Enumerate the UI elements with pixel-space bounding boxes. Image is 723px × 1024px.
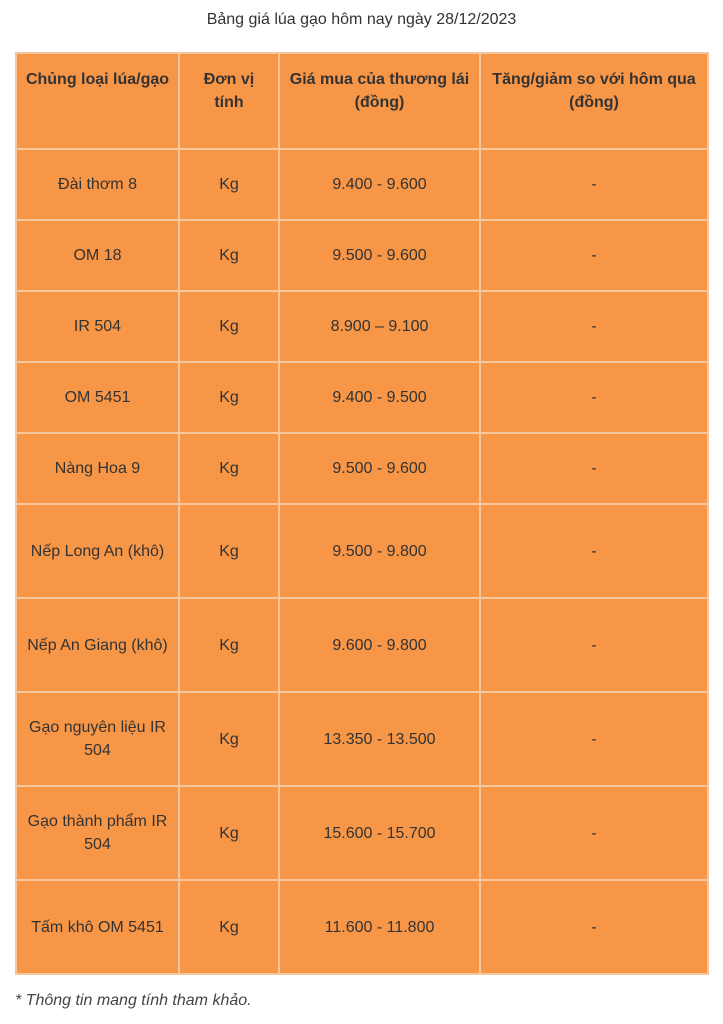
table-row bbox=[16, 598, 708, 692]
cell-variety: OM 5451 bbox=[16, 362, 179, 433]
header-variety: Chủng loại lúa/gạo bbox=[16, 53, 179, 149]
table-row bbox=[16, 786, 708, 880]
cell-price: 11.600 - 11.800 bbox=[279, 880, 480, 974]
header-trader-price: Giá mua của thương lái (đồng) bbox=[279, 53, 480, 149]
cell-variety: OM 18 bbox=[16, 220, 179, 291]
cell-price: 9.500 - 9.600 bbox=[279, 220, 480, 291]
cell-unit: Kg bbox=[179, 786, 279, 880]
table-caption: Bảng giá lúa gạo hôm nay ngày 28/12/2023 bbox=[206, 11, 517, 28]
cell-variety: Nếp An Giang (khô) bbox=[16, 598, 179, 692]
table-row bbox=[16, 880, 708, 974]
table-header-row bbox=[16, 53, 708, 149]
table-row bbox=[16, 220, 708, 291]
cell-unit: Kg bbox=[179, 598, 279, 692]
cell-change: - bbox=[480, 598, 708, 692]
cell-change: - bbox=[480, 880, 708, 974]
cell-change: - bbox=[480, 149, 708, 220]
header-change: Tăng/giảm so với hôm qua (đồng) bbox=[480, 53, 708, 149]
cell-variety: Gạo nguyên liệu IR 504 bbox=[16, 692, 179, 786]
cell-price: 15.600 - 15.700 bbox=[279, 786, 480, 880]
cell-variety: Tấm khô OM 5451 bbox=[16, 880, 179, 974]
cell-price: 9.400 - 9.600 bbox=[279, 149, 480, 220]
table-row bbox=[16, 433, 708, 504]
cell-price: 9.500 - 9.600 bbox=[279, 433, 480, 504]
table-row bbox=[16, 504, 708, 598]
header-unit: Đơn vị tính bbox=[179, 53, 279, 149]
cell-variety: Gạo thành phẩm IR 504 bbox=[16, 786, 179, 880]
table-row bbox=[16, 291, 708, 362]
cell-unit: Kg bbox=[179, 362, 279, 433]
cell-unit: Kg bbox=[179, 149, 279, 220]
cell-change: - bbox=[480, 692, 708, 786]
cell-price: 13.350 - 13.500 bbox=[279, 692, 480, 786]
cell-unit: Kg bbox=[179, 291, 279, 362]
cell-variety: Nàng Hoa 9 bbox=[16, 433, 179, 504]
rice-price-table bbox=[15, 52, 709, 975]
cell-unit: Kg bbox=[179, 880, 279, 974]
cell-unit: Kg bbox=[179, 504, 279, 598]
table-row bbox=[16, 362, 708, 433]
cell-change: - bbox=[480, 504, 708, 598]
cell-variety: Nếp Long An (khô) bbox=[16, 504, 179, 598]
cell-unit: Kg bbox=[179, 220, 279, 291]
cell-change: - bbox=[480, 291, 708, 362]
cell-price: 9.600 - 9.800 bbox=[279, 598, 480, 692]
cell-change: - bbox=[480, 786, 708, 880]
cell-variety: IR 504 bbox=[16, 291, 179, 362]
cell-price: 8.900 – 9.100 bbox=[279, 291, 480, 362]
cell-change: - bbox=[480, 433, 708, 504]
table-row bbox=[16, 692, 708, 786]
cell-change: - bbox=[480, 362, 708, 433]
cell-price: 9.400 - 9.500 bbox=[279, 362, 480, 433]
cell-variety: Đài thơm 8 bbox=[16, 149, 179, 220]
cell-unit: Kg bbox=[179, 692, 279, 786]
table-row bbox=[16, 149, 708, 220]
footnote: * Thông tin mang tính tham khảo. bbox=[15, 992, 252, 1009]
cell-unit: Kg bbox=[179, 433, 279, 504]
cell-change: - bbox=[480, 220, 708, 291]
cell-price: 9.500 - 9.800 bbox=[279, 504, 480, 598]
